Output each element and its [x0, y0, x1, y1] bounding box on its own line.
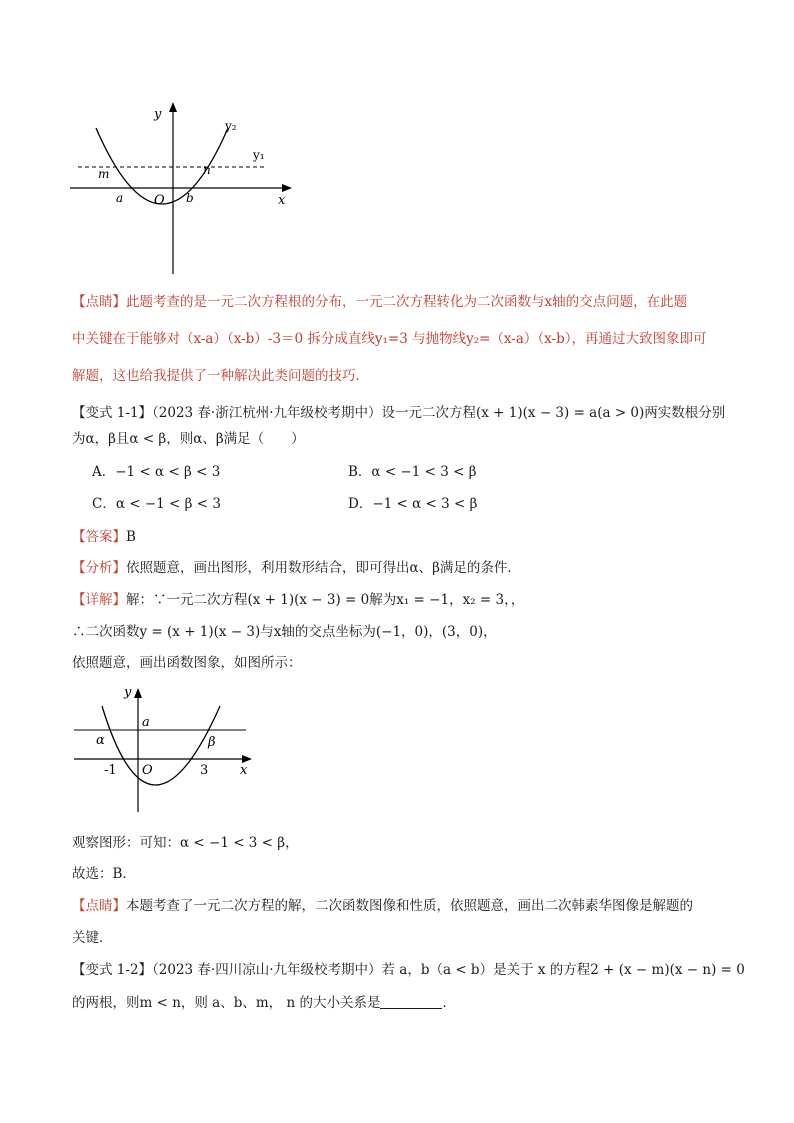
variant-1-1-line-2: 为α，β且α < β，则α、β满足（ ）: [72, 431, 305, 447]
option-d[interactable]: D．−1 < α < 3 < β: [348, 496, 478, 512]
fig2-origin-label: O: [142, 763, 153, 778]
fig1-n-label: n: [203, 163, 211, 177]
fig2-x-label: x: [240, 763, 248, 778]
fig2-neg1-label: -1: [104, 763, 117, 778]
answer-value: B: [126, 529, 136, 545]
variant-1-1-tag: 【变式 1-1】: [72, 405, 153, 421]
fig1-x-label: x: [278, 193, 286, 208]
dianjing-1-line-3: 解题，这也给我提供了一种解决此类问题的技巧．: [72, 368, 369, 384]
detail-tag: 【详解】: [72, 592, 126, 608]
fig1-y1-label: y₁: [253, 148, 265, 162]
dianjing-1-tag: 【点睛】: [72, 294, 126, 310]
fig2-three-label: 3: [200, 763, 209, 778]
detail-text-1: 解：∵一元二次方程(x + 1)(x − 3) = 0解为x₁ = −1，x₂ = 3，，: [126, 592, 525, 608]
dianjing-2-line-1: [72, 896, 693, 916]
dianjing-1-text-1: 此题考查的是一元二次方程根的分布，一元二次方程转化为二次函数与x轴的交点问题，在此题: [126, 294, 688, 310]
fig2-alpha-label: α: [96, 733, 105, 748]
variant-1-2-line-2: [72, 993, 456, 1013]
answer-tag: 【答案】: [72, 529, 126, 545]
option-b[interactable]: B．α < −1 < 3 < β: [348, 464, 477, 480]
fig2-beta-label: β: [208, 735, 216, 750]
variant-1-1-line-1: [72, 403, 725, 423]
choose-line: 故选：B．: [72, 866, 136, 882]
detail-line-2: ∴二次函数y = (x + 1)(x − 3)与x轴的交点坐标为(−1，0)，(3，0)，: [72, 624, 497, 640]
option-a[interactable]: A．−1 < α < β < 3: [92, 464, 221, 480]
fig2-y-label: y: [124, 685, 132, 700]
dianjing-2-tag: 【点睛】: [72, 898, 126, 914]
variant-1-2-end: ．: [442, 995, 456, 1011]
option-c[interactable]: C．α < −1 < β < 3: [92, 496, 221, 512]
variant-1-2-text-2: 的两根，则m < n，则 a、b、m， n 的大小关系是: [72, 995, 381, 1011]
fig1-origin-label: O: [154, 193, 165, 208]
analysis-text: 依照题意，画出图形，利用数形结合，即可得出α、β满足的条件．: [126, 560, 521, 576]
y-axis-arrow: [134, 688, 142, 698]
answer-blank[interactable]: [380, 994, 442, 1009]
dianjing-1-line-1: [72, 292, 687, 312]
detail-line-3: 依照题意，画出函数图象，如图所示：: [72, 655, 302, 671]
fig1-m-label: m: [98, 167, 110, 181]
fig1-y-label: y: [154, 107, 162, 122]
figure-parabola-1: [70, 100, 300, 278]
fig1-b-label: b: [186, 191, 194, 205]
figure-parabola-2: [70, 682, 260, 816]
observe-text: 观察图形：可知：α < −1 < 3 < β，: [72, 835, 299, 851]
observe-line: [72, 833, 299, 853]
answer-line: [72, 527, 136, 547]
variant-1-2-tag: 【变式 1-2】: [72, 962, 153, 978]
dianjing-1-line-2: 中关键在于能够对（x-a）（x-b）-3＝0 拆分成直线y₁=3 与抛物线y₂=（x-a）（x-b），再通过大致图象即可: [72, 331, 707, 347]
x-axis-arrow: [242, 755, 252, 763]
y-axis-arrow: [169, 102, 177, 112]
fig1-y2-label: y₂: [225, 119, 237, 133]
analysis-tag: 【分析】: [72, 560, 126, 576]
x-axis-arrow: [282, 184, 292, 192]
variant-1-1-text-1: （2023 春·浙江杭州·九年级校考期中）设一元二次方程(x + 1)(x − 3) = a(a > 0)两实数根分别: [152, 405, 726, 421]
fig2-a-label: a: [142, 715, 150, 730]
dianjing-2-text-1: 本题考查了一元二次方程的解，二次函数图像和性质，依照题意，画出二次韩素华图像是解题的: [126, 898, 693, 914]
variant-1-2-text-1: （2023 春·四川凉山·九年级校考期中）若 a，b（a < b）是关于 x 的方程2 + (x − m)(x − n) = 0: [152, 962, 745, 978]
variant-1-2-line-1: [72, 960, 745, 980]
detail-line-1: [72, 590, 524, 610]
fig1-a-label: a: [116, 191, 124, 205]
analysis-line: [72, 558, 521, 578]
dianjing-2-line-2: 关键．: [72, 930, 113, 946]
